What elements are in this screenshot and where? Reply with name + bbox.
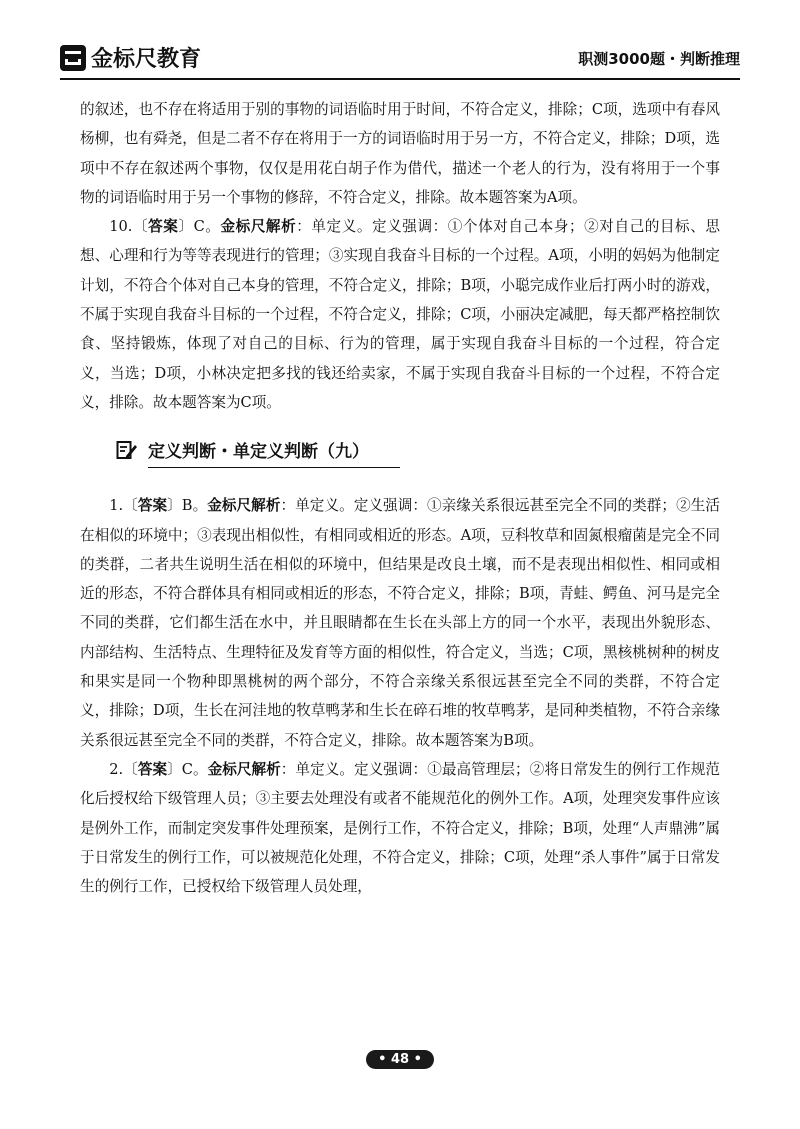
- question-number: 1.〔: [109, 497, 138, 515]
- question-number: 2.〔: [109, 760, 138, 778]
- analysis-body: ：单定义。定义强调：①最高管理层；②将日常发生的例行工作规范化后授权给下级管理人员；③主要去处理没有或者不能规范化的例外工作。A项，处理突发事件应该是例外工作，而制定突发事件处理预案，是例行工作，不符合定义，排除；B项，处理“人声鼎沸”属于日常发生的例行工作，可以被规范化处理，不符合定义，排除；C项，处理“杀人事件”属于日常发生的例行工作，已授权给下级管理人员处理，: [80, 760, 720, 896]
- analysis-label: 金标尺解析: [220, 218, 297, 236]
- header-divider: [60, 78, 740, 80]
- logo-text: 金标尺教育: [91, 47, 202, 72]
- analysis-label: 金标尺解析: [207, 760, 281, 778]
- page-footer: [0, 1048, 800, 1069]
- page-content: [80, 95, 720, 901]
- analysis-label: 金标尺解析: [207, 497, 281, 515]
- answer-10: [80, 212, 720, 417]
- answer-value: 〕C。: [178, 218, 221, 236]
- answer-1: [80, 491, 720, 755]
- answer-label: 答案: [148, 218, 179, 236]
- logo-icon: [60, 45, 86, 71]
- section-title: 定义判断・单定义判断（九）: [148, 442, 369, 463]
- logo: [60, 42, 201, 73]
- edit-note-icon: [116, 439, 138, 461]
- analysis-body: ：单定义。定义强调：①亲缘关系很远甚至完全不同的类群；②生活在相似的环境中；③表现出相似性，有相同或相近的形态。A项，豆科牧草和固氮根瘤菌是完全不同的类群，二者共生说明生活在相似的环境中，但结果是改良土壤，而不是表现出相似性、相同或相近的形态，不符合群体具有相同或相近的形态，不符合定义，排除；B项，青蛙、鳄鱼、河马是完全不同的类群，它们都生活在水中，并且眼睛都在生长在头部上方的同一个水平，表现出外貌形态、内部结构、生活特点、生理特征及发育等方面的相似性，符合定义，当选；C项，黑核桃树种的树皮和果实是同一个物种即黑桃树的两个部分，不符合亲缘关系很远甚至完全不同的类群，不符合定义，排除；D项，生长在河洼地的牧草鸭茅和生长在碎石堆的牧草鸭茅，是同种类植物，不符合亲缘关系很远甚至完全不同的类群，不符合定义，排除。故本题答案为B项。: [80, 497, 720, 749]
- page-header: [60, 38, 740, 82]
- analysis-body: ：单定义。定义强调：①个体对自己本身；②对自己的目标、思想、心理和行为等等表现进行的管理；③实现自我奋斗目标的一个过程。A项，小明的妈妈为他制定计划，不符合个体对自己本身的管理，不符合定义，排除；B项，小聪完成作业后打两小时的游戏，不属于实现自我奋斗目标的一个过程，不符合定义，排除；C项，小丽决定减肥，每天都严格控制饮食、坚持锻炼，体现了对自己的目标、行为的管理，属于实现自我奋斗目标的一个过程，符合定义，当选；D项，小林决定把多找的钱还给卖家，不属于实现自我奋斗目标的一个过程，不符合定义，排除。故本题答案为C项。: [80, 218, 720, 411]
- continued-paragraph: 的叙述，也不存在将适用于别的事物的词语临时用于时间，不符合定义，排除；C项，选项中有春风杨柳，也有舜尧，但是二者不存在将用于一方的词语临时用于另一方，不符合定义，排除；D项，选项中不存在叙述两个事物，仅仅是用花白胡子作为借代，描述一个老人的行为，没有将用于一个事物的词语临时用于另一个事物的修辞，不符合定义，排除。故本题答案为A项。: [80, 101, 720, 206]
- answer-label: 答案: [137, 497, 168, 515]
- page-number: • 48 •: [366, 1050, 434, 1069]
- section-heading: [116, 431, 720, 481]
- answer-2: [80, 755, 720, 901]
- section-underline: [148, 467, 400, 468]
- answer-value: 〕C。: [167, 760, 208, 778]
- answer-value: 〕B。: [167, 497, 208, 515]
- page-number-value: 48: [390, 1052, 410, 1067]
- answer-label: 答案: [137, 760, 168, 778]
- question-number: 10.〔: [109, 218, 149, 236]
- book-title: 职测3000题・判断推理: [578, 50, 740, 68]
